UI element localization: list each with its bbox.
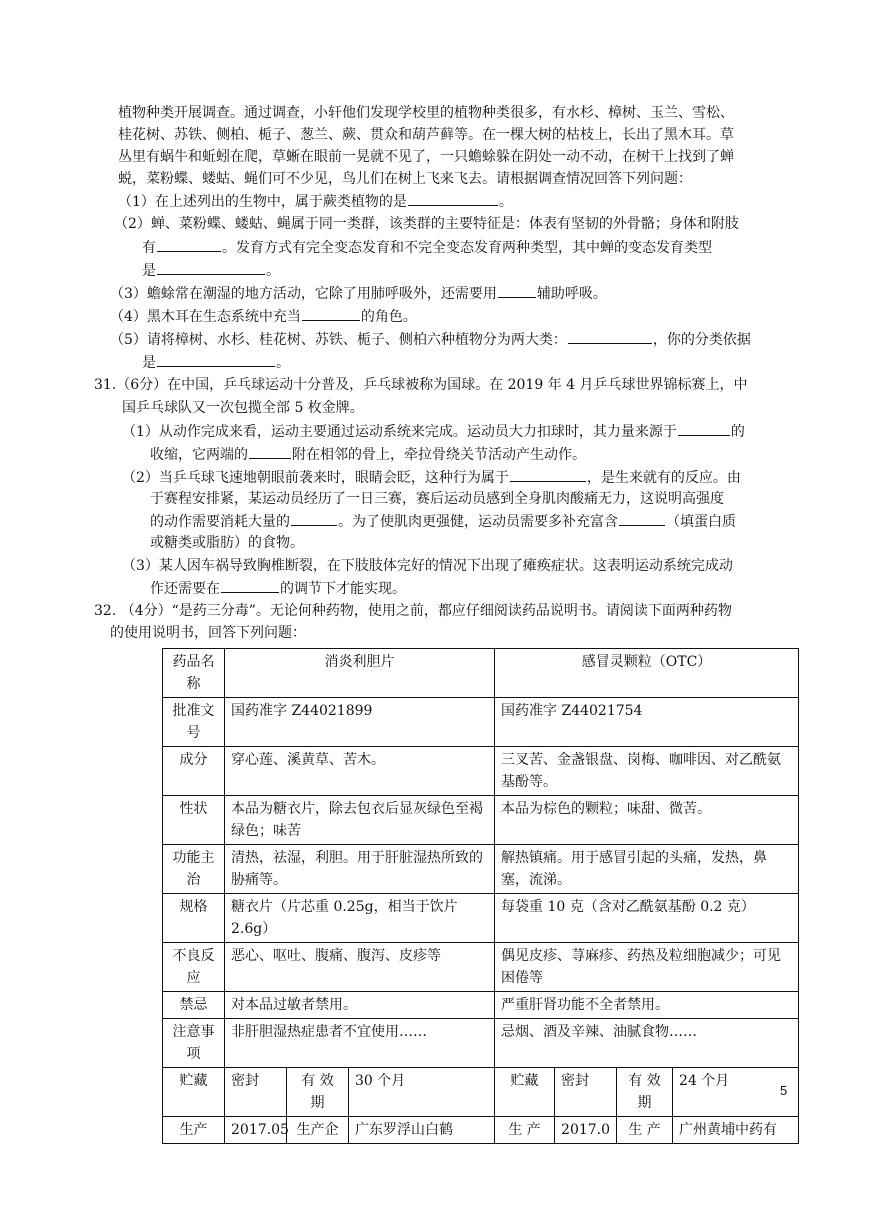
drug-b-company-label: 生 产 [617, 1117, 673, 1144]
row-label: 生产 [163, 1117, 225, 1144]
q31-part3-line2: 作还需要在 的调节下才能实现。 [150, 577, 406, 600]
drug-a-shelf-life-label: 有 效 期 [287, 1068, 349, 1117]
q30-part2-line2: 有 。发育方式有完全变态发育和不完全变态发育两种类型，其中蝉的变态发育类型 [142, 236, 712, 259]
q30-intro-line: 植物种类开展调查。通过调查，小轩他们发现学校里的植物种类很多，有水杉、樟树、玉兰、雪松、 [118, 105, 734, 121]
drug-b-shelf-life-label: 有 效 期 [617, 1068, 673, 1117]
row-label: 不良反应 [163, 943, 225, 992]
drug-b-cell: 三叉苦、金盏银盘、岗梅、咖啡因、对乙酰氨基酚等。 [495, 747, 799, 796]
answer-blank[interactable] [510, 466, 586, 482]
drug-a-shelf-life: 30 个月 [349, 1068, 495, 1117]
drug-a-cell: 糖衣片（片芯重 0.25g，相当于饮片 2.6g） [225, 894, 495, 943]
table-row [163, 1019, 799, 1068]
q30-part4: （4）黑木耳在生态系统中充当 的角色。 [110, 305, 417, 328]
answer-blank[interactable] [249, 443, 291, 459]
drug-a-company: 广东罗浮山白鹤 [349, 1117, 495, 1144]
drug-a-storage: 密封 [225, 1068, 287, 1117]
drug-a-cell: 国药准字 Z44021899 [225, 698, 495, 747]
row-label: 注意事项 [163, 1019, 225, 1068]
q31-part1-line1: （1）从动作完成来看，运动主要通过运动系统来完成。运动员大力扣球时，其力量来源于 的 [122, 420, 745, 443]
answer-blank[interactable] [678, 420, 730, 436]
q30-part5-line2: 是 。 [142, 351, 290, 374]
drug-b-shelf-life: 24 个月 [673, 1068, 799, 1117]
drug-b-cell: 本品为棕色的颗粒；味甜、微苦。 [495, 796, 799, 845]
answer-blank[interactable] [568, 328, 652, 344]
drug-b-cell: 每袋重 10 克（含对乙酰氨基酚 0.2 克） [495, 894, 799, 943]
drug-b-company: 广州黄埔中药有 [673, 1117, 799, 1144]
table-row [163, 845, 799, 894]
answer-blank[interactable] [302, 305, 360, 321]
row-label: 规格 [163, 894, 225, 943]
drug-a-cell: 穿心莲、溪黄草、苦木。 [225, 747, 495, 796]
row-label: 禁忌 [163, 992, 225, 1019]
drug-b-storage-label: 贮藏 [495, 1068, 555, 1117]
drug-a-cell: 对本品过敏者禁用。 [225, 992, 495, 1019]
table-row [163, 698, 799, 747]
table-row [163, 747, 799, 796]
page-number: 5 [780, 1083, 788, 1098]
table-row [163, 992, 799, 1019]
answer-blank[interactable] [291, 510, 337, 526]
answer-blank[interactable] [498, 282, 536, 298]
drug-b-storage: 密封 [555, 1068, 617, 1117]
row-label: 药品名称 [163, 649, 225, 698]
drug-a-cell: 非肝胆湿热症患者不宜使用…… [225, 1019, 495, 1068]
drug-b-production-label: 生 产 [495, 1117, 555, 1144]
drug-a-company-label: 生产企 [287, 1117, 349, 1144]
row-label: 贮藏 [163, 1068, 225, 1117]
drug-b-production-date: 2017.0 [555, 1117, 617, 1144]
q30-part3: （3）蟾蜍常在潮湿的地方活动，它除了用肺呼吸外，还需要用 辅助呼吸。 [110, 282, 607, 305]
row-label: 性状 [163, 796, 225, 845]
drug-b-cell: 严重肝肾功能不全者禁用。 [495, 992, 799, 1019]
q31-part1-line2: 收缩，它两端的 附在相邻的骨上，牵拉骨绕关节活动产生动作。 [150, 443, 586, 466]
q30-part2-line1: （2）蝉、菜粉蝶、蝼蛄、蝇属于同一类群，该类群的主要特征是：体表有坚韧的外骨骼；身体和附肢 [114, 216, 739, 232]
q30-part5-line1: （5）请将樟树、水杉、桂花树、苏铁、栀子、侧柏六种植物分为两大类： ，你的分类依据 [110, 328, 751, 351]
drug-b-cell: 国药准字 Z44021754 [495, 698, 799, 747]
q32-stem-line2: 的使用说明书，回答下列问题： [110, 625, 306, 641]
table-row-production [163, 1117, 799, 1144]
table-row-storage [163, 1068, 799, 1117]
q32-stem-line1: 32. （4分）“是药三分毒”。无论何种药物，使用之前，都应仔细阅读药品说明书。请阅读下面两种药物 [94, 603, 732, 619]
q31-part3-line1: （3）某人因车祸导致胸椎断裂，在下肢肢体完好的情况下出现了瘫痪症状。这表明运动系统完成动 [122, 558, 733, 574]
drug-a-cell: 本品为糖衣片，除去包衣后显灰绿色至褐绿色；味苦 [225, 796, 495, 845]
answer-blank[interactable] [619, 510, 665, 526]
drug-instructions-table [162, 648, 799, 1144]
q31-part2-line3: 的动作需要消耗大量的 。为了使肌肉更强健，运动员需要多补充富含 （填蛋白质 [150, 510, 736, 533]
drug-a-cell: 清热，祛湿，利胆。用于肝脏湿热所致的胁痛等。 [225, 845, 495, 894]
answer-blank[interactable] [157, 259, 265, 275]
row-label: 成分 [163, 747, 225, 796]
table-header-row [163, 649, 799, 698]
answer-blank[interactable] [157, 236, 221, 252]
q30-part1: （1）在上述列出的生物中，属于蕨类植物的是 。 [118, 190, 513, 213]
q30-part2-line3: 是 。 [142, 259, 280, 282]
table-row [163, 796, 799, 845]
q30-intro-line: 桂花树、苏铁、侧柏、栀子、葱兰、蕨、贯众和葫芦藓等。在一棵大树的枯枝上，长出了黑木耳。草 [118, 127, 734, 143]
row-label: 批准文号 [163, 698, 225, 747]
table-row [163, 894, 799, 943]
row-label: 功能主治 [163, 845, 225, 894]
drug-b-cell: 解热镇痛。用于感冒引起的头痛，发热，鼻塞，流涕。 [495, 845, 799, 894]
q31-part2-line2: 于赛程安排紧，某运动员经历了一日三赛，赛后运动员感到全身肌肉酸痛无力，这说明高强度 [150, 491, 724, 507]
q31-part2-line4: 或糖类或脂肪）的食物。 [150, 535, 304, 551]
drug-a-cell: 恶心、呕吐、腹痛、腹泻、皮疹等 [225, 943, 495, 992]
q31-part2-line1: （2）当乒乓球飞速地朝眼前袭来时，眼睛会眨，这种行为属于 ，是生来就有的反应。由 [122, 466, 741, 489]
q30-intro-line: 丛里有蜗牛和蚯蚓在爬，草蜥在眼前一晃就不见了，一只蟾蜍躲在阴处一动不动，在树干上找到了蝉 [118, 149, 734, 165]
drug-b-name: 感冒灵颗粒（OTC） [495, 649, 799, 698]
answer-blank[interactable] [408, 190, 498, 206]
q30-intro-line: 蜕，菜粉蝶、蝼蛄、蝇们可不少见，鸟儿们在树上飞来飞去。请根据调查情况回答下列问题： [118, 171, 692, 187]
answer-blank[interactable] [221, 577, 279, 593]
drug-a-production-date: 2017.05 [225, 1117, 287, 1144]
answer-blank[interactable] [157, 351, 275, 367]
drug-a-name: 消炎利胆片 [225, 649, 495, 698]
table-row [163, 943, 799, 992]
drug-b-cell: 偶见皮疹、荨麻疹、药热及粒细胞减少；可见困倦等 [495, 943, 799, 992]
drug-b-cell: 忌烟、酒及辛辣、油腻食物…… [495, 1019, 799, 1068]
q31-stem-line1: 31.（6分）在中国，乒乓球运动十分普及，乒乓球被称为国球。在 2019 年 4 月乒乓球世界锦标赛上，中 [94, 377, 748, 393]
q31-stem-line2: 国乒乓球队又一次包揽全部 5 枚金牌。 [122, 400, 364, 416]
